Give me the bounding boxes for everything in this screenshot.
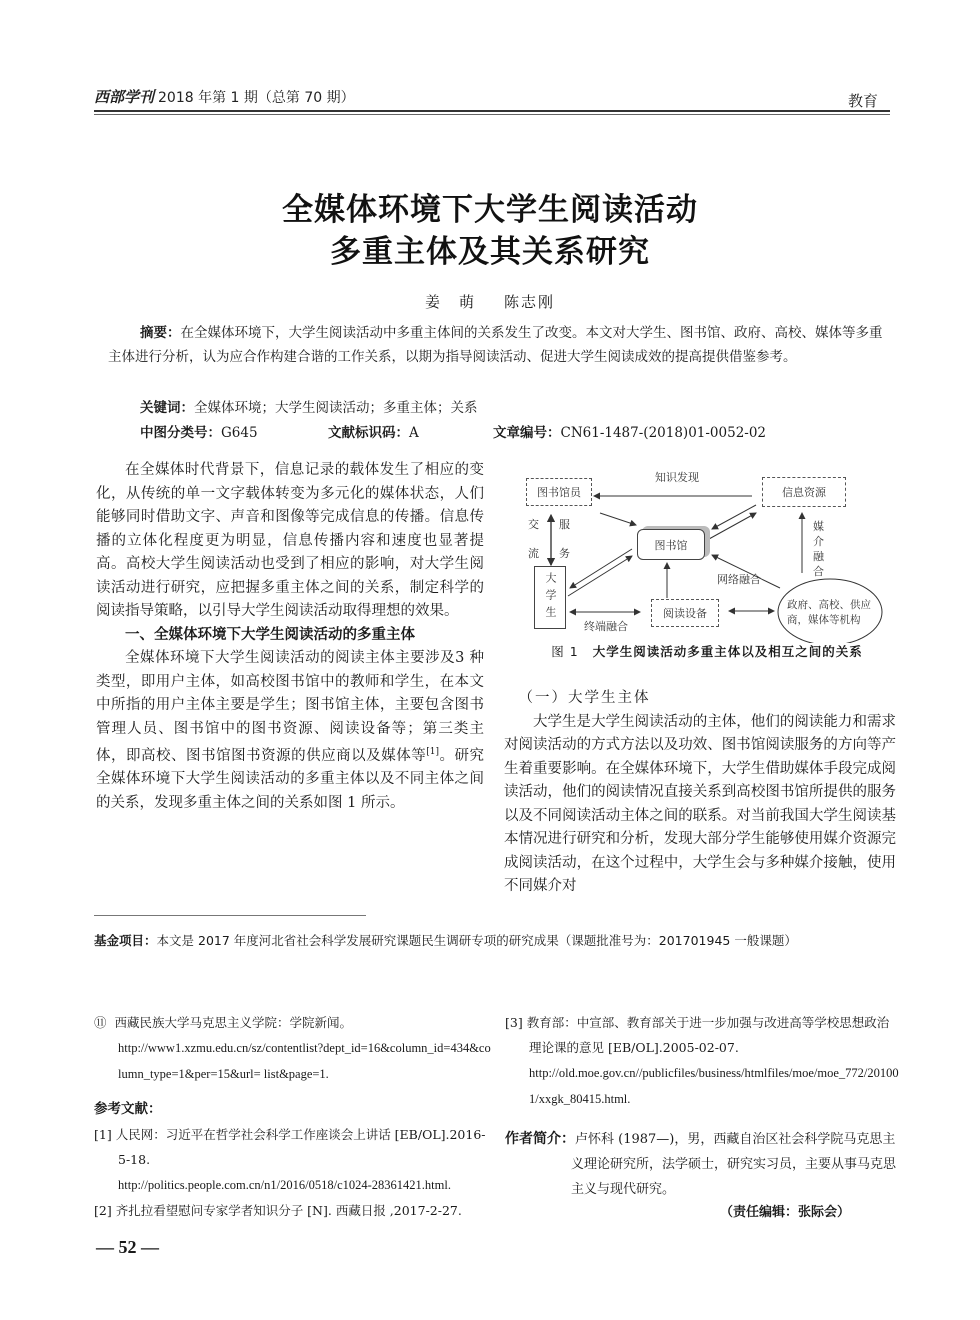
journal-logo: 西部学刊 [94, 88, 155, 106]
author-name: 姜 萌 [424, 293, 476, 311]
footnote-rule [94, 915, 366, 916]
label-media-fusion: 介 [813, 535, 824, 548]
label-exchange: 交 [528, 518, 539, 531]
authors [0, 291, 980, 312]
reference-url[interactable]: http://politics.people.com.cn/n1/2016/0518/c1024-28361421.html. [118, 1178, 451, 1192]
clc-label: 中图分类号： [140, 425, 221, 441]
classification-row [140, 421, 900, 441]
arrow-student-library [568, 556, 632, 596]
clc-value: G645 [221, 425, 258, 441]
arrow-library-info [709, 513, 756, 539]
section1-paragraph [96, 647, 484, 815]
label-media-fusion: 媒 [813, 520, 824, 533]
author-name: 陈志刚 [504, 293, 556, 311]
intro-paragraph: 在全媒体时代背景下，信息记录的载体发生了相应的变化，从传统的单一文字载体转变为多元化的媒体状态，人们能够同时借助文字、声音和图像等完成信息的传播。信息传播的立体化程度更为明显，信息传播内容和速度也显著提高。高校大学生阅读活动也受到了相应的影响，对大学生阅读活动进行研究，应把握多重主体之间的关系，制定科学的阅读指导策略，以引导大学生阅读活动取得理想的效果。 [96, 462, 484, 619]
label-media-fusion: 合 [813, 565, 824, 578]
label-service: 服 [559, 518, 570, 531]
figure-caption [512, 642, 902, 660]
doc-code-value: A [409, 425, 419, 441]
keywords-label: 关键词： [140, 400, 194, 416]
figure-1-diagram [512, 463, 902, 643]
body-left-column [96, 459, 484, 815]
figure-caption-text: 大学生阅读活动多重主体以及相互之间的关系 [592, 644, 863, 659]
abstract-label: 摘要： [140, 325, 181, 341]
label-service: 务 [559, 547, 570, 560]
section-heading: 一、全媒体环境下大学生阅读活动的多重主体 [125, 626, 415, 643]
funding-text: 本文是 2017 年度河北省社会科学发展研究课题民生调研专项的研究成果（课题批准号为：201701945 一般课题） [156, 933, 797, 948]
author-bio-text: 卢怀科 (1987—)，男，西藏自治区社会科学院马克思主义理论研究所，法学硕士，研究实习员，主要从事马克思主义与现代研究。 [571, 1132, 897, 1197]
author-bio [505, 1127, 900, 1202]
keywords [140, 396, 478, 416]
article-no-value: CN61-1487-(2018)01-0052-02 [560, 425, 767, 441]
arrow-librarian-library [600, 513, 636, 525]
reference-text: 教育部：中宣部、教育部关于进一步加强与改进高等学校思想政治理论课的意见 [EB/OL].2005-02-07. [526, 1015, 890, 1055]
citation-marker[interactable]: [1] [426, 747, 439, 757]
issue-info: 2018 年第 1 期（总第 70 期） [158, 90, 355, 106]
reference-number: [2] [94, 1203, 112, 1218]
figure-number: 图 1 [551, 644, 579, 659]
arrow-library-student [570, 549, 632, 588]
responsible-editor: （责任编辑：张际会） [720, 1205, 851, 1220]
label-knowledge-discovery: 知识发现 [655, 471, 699, 484]
label-terminal-fusion: 终端融合 [584, 620, 628, 633]
node-librarian: 图书馆员 [526, 478, 592, 506]
node-info-resource: 信息资源 [762, 477, 846, 507]
notes-left [94, 1010, 494, 1223]
footnote-marker: ⑪ [94, 1015, 107, 1030]
author-bio-label: 作者简介： [505, 1131, 575, 1147]
reference-number: [1] [94, 1127, 112, 1142]
abstract-text: 在全媒体环境下，大学生阅读活动中多重主体间的关系发生了改变。本文对大学生、图书馆、政府、高校、媒体等多重主体进行分析，认为应合作构建合谐的工作关系，以期为指导阅读活动、促进大学生阅读成效的提高提供借鉴参考。 [108, 325, 883, 365]
article-title-line1: 全媒体环境下大学生阅读活动 [282, 192, 698, 228]
reference-text: 齐扎拉看望慰问专家学者知识分子 [N]. 西藏日报 ,2017-2-27. [115, 1203, 462, 1218]
notes-right [505, 1010, 900, 1112]
abstract [108, 322, 884, 369]
node-student: 大学生 [534, 566, 566, 629]
section1-text-cont: 。研究全媒体环境下大学生阅读活动的多重主体以及不同主体之间的关系，发现多重主体之间的关系如图 1 所示。 [96, 747, 484, 811]
footnote-text: 西藏民族大学马克思主义学院：学院新闻。 [114, 1015, 352, 1030]
footnote-item [94, 1010, 494, 1087]
node-library: 图书馆 [637, 529, 705, 560]
section-label: 教育 [848, 92, 879, 110]
node-reading-device: 阅读设备 [651, 599, 719, 627]
reference-text: 人民网：习近平在哲学社会科学工作座谈会上讲话 [EB/OL].2016-5-18. [115, 1127, 486, 1167]
reference-url[interactable]: http://old.moe.gov.cn//publicfiles/business/htmlfiles/moe/moe_772/201001/xxgk_80415.html. [529, 1066, 899, 1106]
header-rule [94, 110, 890, 112]
label-network-fusion: 网络融合 [717, 573, 761, 586]
references-heading: 参考文献： [94, 1101, 162, 1117]
running-header [94, 86, 355, 107]
header-rule-thin [94, 114, 890, 115]
doc-code-label: 文献标识码： [328, 425, 409, 441]
label-exchange: 流 [528, 547, 539, 560]
body-right-column [504, 687, 896, 899]
funding-note [94, 931, 797, 949]
article-no-label: 文章编号： [493, 425, 561, 441]
subsection-heading: （一）大学生主体 [518, 690, 651, 706]
node-institutions: 政府、高校、供应商，媒体等机构 [787, 599, 871, 626]
student-subject-paragraph: 大学生是大学生阅读活动的主体，他们的阅读能力和需求对阅读活动的方式方法以及功效、图书馆阅读服务的方向等产生着重要影响。在全媒体环境下，大学生借助媒体手段完成阅读活动，他们的阅读情况直接关系到高校图书馆所提供的服务以及不同阅读活动主体之间的联系。对当前我国大学生阅读基本情况进行研究和分析，发现大部分学生能够使用媒介资源完成阅读活动，在这个过程中，大学生会与多种媒介接触，使用不同媒介对 [504, 713, 896, 894]
reference-item [94, 1198, 494, 1223]
reference-item [94, 1122, 494, 1198]
reference-item [505, 1010, 900, 1112]
keywords-text: 全媒体环境；大学生阅读活动；多重主体；关系 [194, 400, 478, 416]
section1-text: 全媒体环境下大学生阅读活动的阅读主体主要涉及3 种类型，即用户主体，如高校图书馆中的教师和学生，在本文中所指的用户主体主要是学生；图书馆主体，主要包含图书管理人员、图书馆中的图书资源、阅读设备等；第三类主体，即高校、图书馆图书资源的供应商以及媒体等 [96, 650, 484, 764]
page-number: — 52 — [96, 1237, 159, 1257]
funding-label: 基金项目： [94, 933, 157, 948]
footnote-url[interactable]: http://www1.xzmu.edu.cn/sz/contentlist?dept_id=16&column_id=434&column_type=1&per=15&url= list&page=1. [118, 1041, 491, 1081]
label-media-fusion: 融 [813, 550, 824, 563]
reference-number: [3] [505, 1015, 523, 1030]
article-title-line2: 多重主体及其关系研究 [330, 234, 650, 270]
